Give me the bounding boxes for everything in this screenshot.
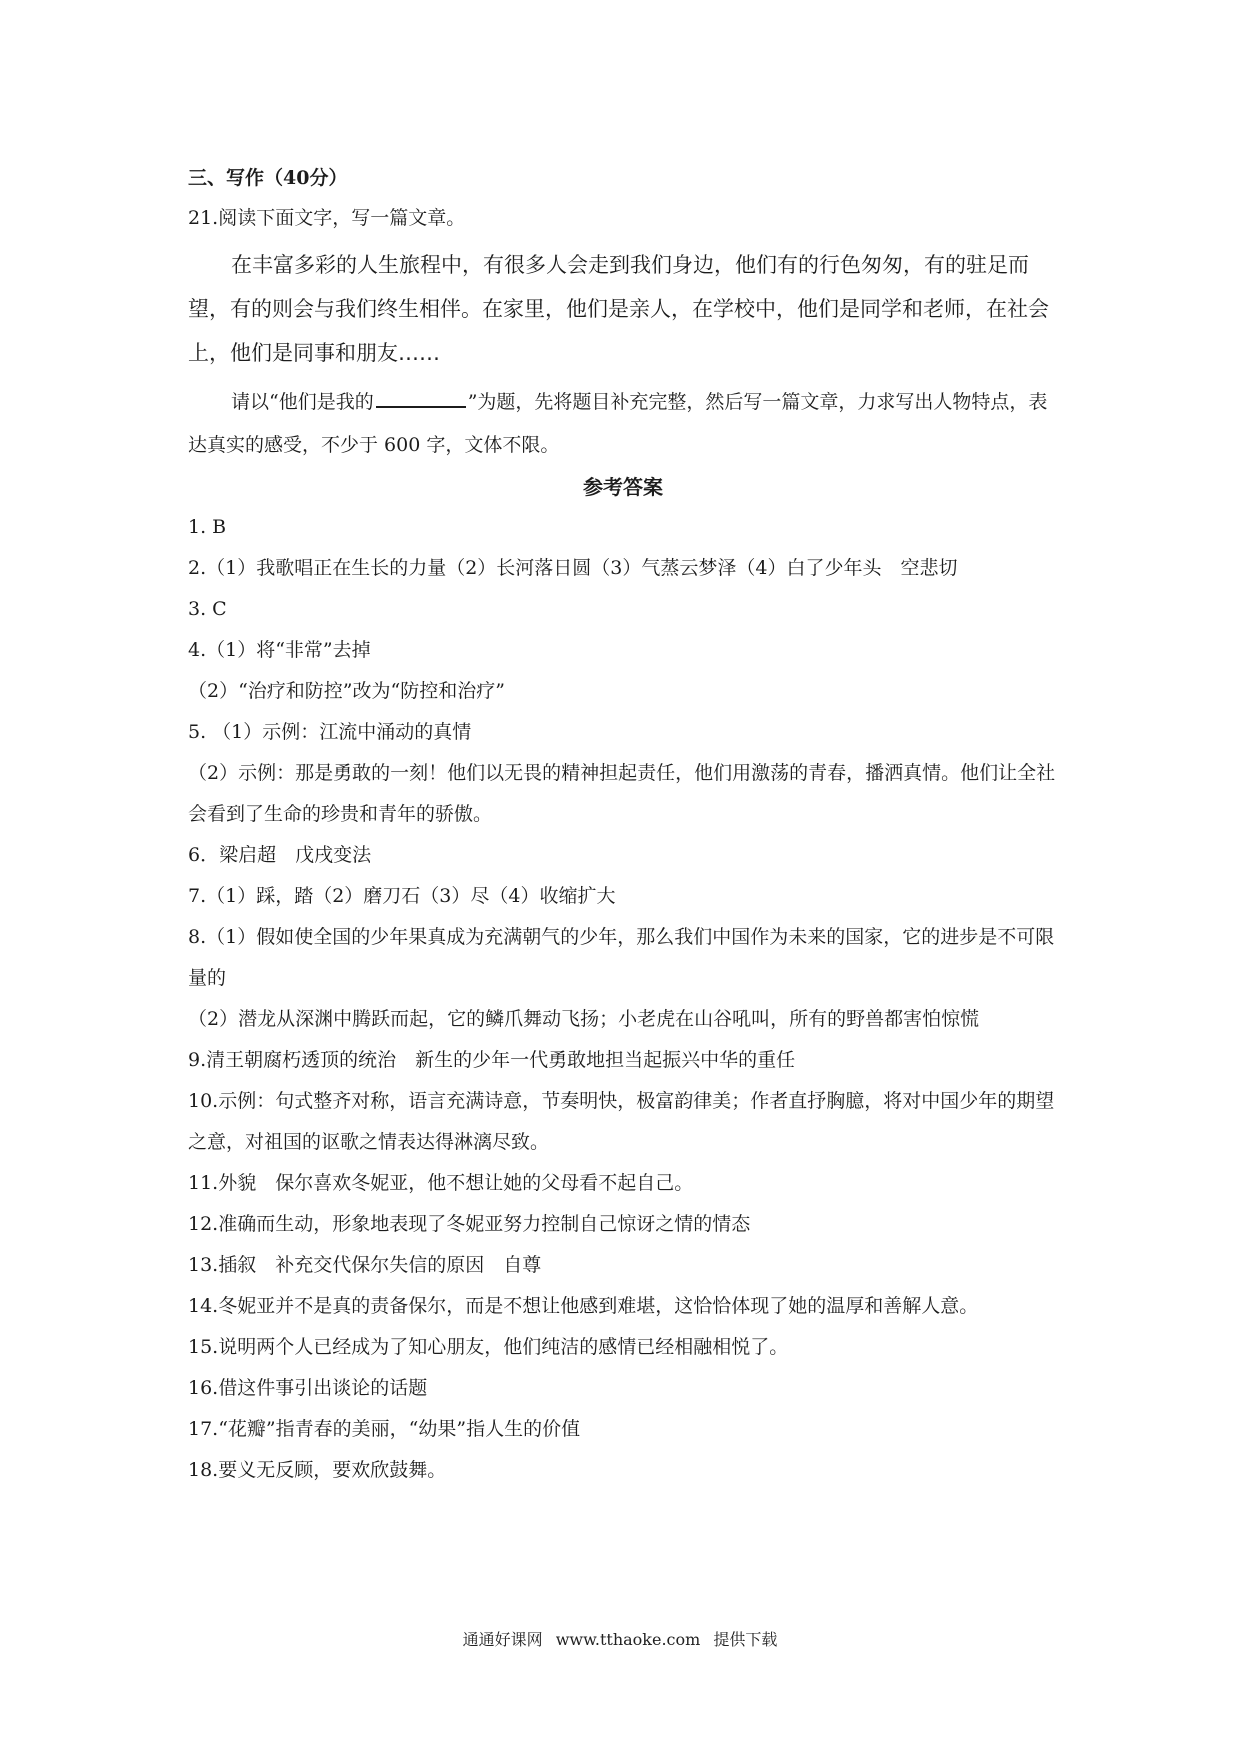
page-footer bbox=[0, 1627, 1240, 1650]
answer-item: 3. C bbox=[188, 598, 227, 620]
writing-section-title: 三、写作（40分） bbox=[188, 167, 348, 189]
answer-item: （2）潜龙从深渊中腾跃而起，它的鳞爪舞动飞扬；小老虎在山谷吼叫，所有的野兽都害怕惊慌 bbox=[188, 1008, 980, 1030]
answer-item: 4.（1）将“非常”去掉 bbox=[188, 639, 371, 661]
answer-item: 17.“花瓣”指青春的美丽，“幼果”指人生的价值 bbox=[188, 1418, 581, 1440]
answer-item: 10.示例：句式整齐对称，语言充满诗意，节奏明快，极富韵律美；作者直抒胸臆，将对中国少年的期望之意，对祖国的讴歌之情表达得淋漓尽致。 bbox=[188, 1090, 1055, 1153]
footer-suffix: 提供下载 bbox=[713, 1630, 778, 1649]
answer-item: 15.说明两个人已经成为了知心朋友，他们纯洁的感情已经相融相悦了。 bbox=[188, 1336, 789, 1358]
answer-item: （2）“治疗和防控”改为“防控和治疗” bbox=[188, 680, 505, 702]
answer-item: 11.外貌 保尔喜欢冬妮亚，他不想让她的父母看不起自己。 bbox=[188, 1172, 694, 1194]
answer-item: 13.插叙 补充交代保尔失信的原因 自尊 bbox=[188, 1254, 542, 1276]
instruction-before-blank: 请以“他们是我的 bbox=[231, 391, 374, 413]
answer-item: 8.（1）假如使全国的少年果真成为充满朝气的少年，那么我们中国作为未来的国家，它的进步是不可限量的 bbox=[188, 926, 1055, 989]
answer-item: 9.清王朝腐朽透顶的统治 新生的少年一代勇敢地担当起振兴中华的重任 bbox=[188, 1049, 796, 1071]
answer-item: 16.借这件事引出谈论的话题 bbox=[188, 1377, 428, 1399]
answer-item: 18.要义无反顾，要欢欣鼓舞。 bbox=[188, 1459, 447, 1481]
writing-prompt: 在丰富多彩的人生旅程中，有很多人会走到我们身边，他们有的行色匆匆，有的驻足而望，有的则会与我们终生相伴。在家里，他们是亲人，在学校中，他们是同学和老师，在社会上，他们是同事和朋友…… bbox=[188, 253, 1049, 365]
footer-site-name: 通通好课网 bbox=[462, 1630, 543, 1649]
writing-instruction bbox=[188, 381, 1058, 467]
answers-title: 参考答案 bbox=[583, 475, 663, 499]
answer-item: 14.冬妮亚并不是真的责备保尔，而是不想让他感到难堪，这恰恰体现了她的温厚和善解人意。 bbox=[188, 1295, 979, 1317]
answer-item: 7.（1）踩，踏（2）磨刀石（3）尽（4）收缩扩大 bbox=[188, 885, 616, 907]
answer-item: 2.（1）我歌唱正在生长的力量（2）长河落日圆（3）气蒸云梦泽（4）白了少年头 空悲切 bbox=[188, 557, 958, 579]
writing-question: 21.阅读下面文字，写一篇文章。 bbox=[188, 207, 466, 229]
title-blank bbox=[376, 388, 466, 408]
instruction-after-blank: ”为题，先将题目补充完整，然后写一篇文章，力求写出人物特点，表达真实的感受，不少于 600 字，文体不限。 bbox=[188, 391, 1048, 456]
answer-item: 12.准确而生动，形象地表现了冬妮亚努力控制自己惊讶之情的情态 bbox=[188, 1213, 751, 1235]
answer-item: 6．梁启超 戊戌变法 bbox=[188, 844, 372, 866]
answer-item: （2）示例：那是勇敢的一刻！他们以无畏的精神担起责任，他们用激荡的青春，播洒真情。他们让全社会看到了生命的珍贵和青年的骄傲。 bbox=[188, 762, 1056, 825]
footer-url: www.tthaoke.com bbox=[555, 1630, 701, 1649]
answer-item: 5. （1）示例：江流中涌动的真情 bbox=[188, 721, 472, 743]
answer-item: 1. B bbox=[188, 516, 227, 538]
answer-list bbox=[188, 507, 1058, 1491]
page-content bbox=[188, 158, 1058, 1491]
